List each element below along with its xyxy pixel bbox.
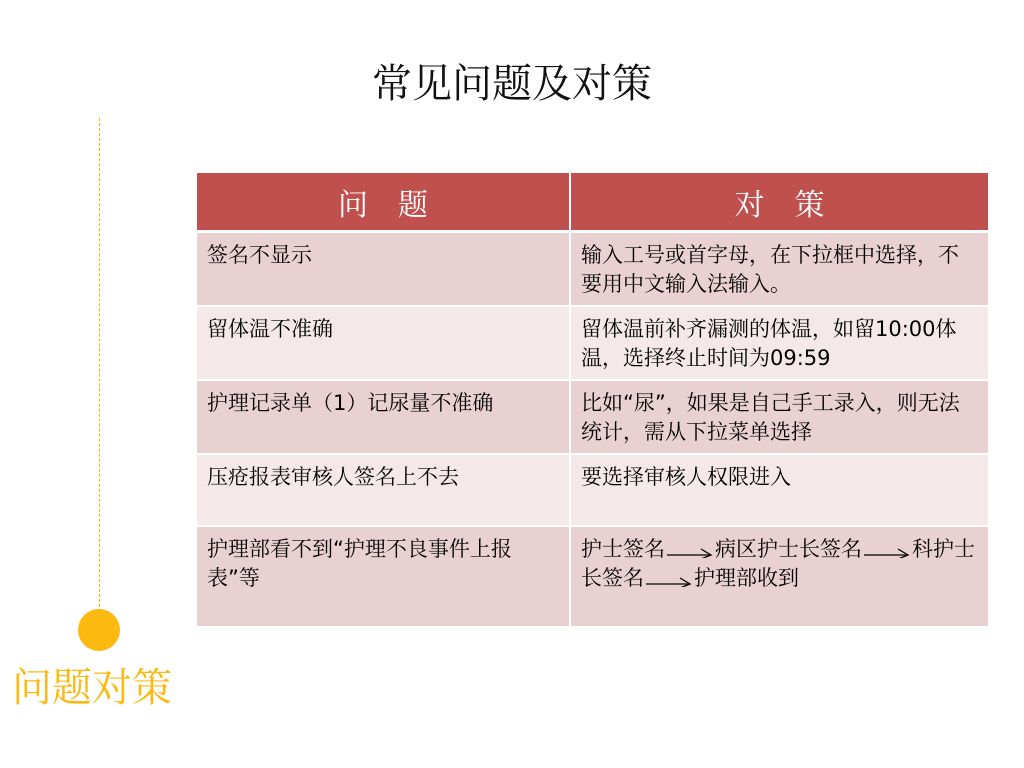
table-row (197, 232, 988, 307)
problem-cell: 护理部看不到“护理不良事件上报表”等 (197, 526, 570, 627)
table-row (197, 380, 988, 454)
problem-cell: 压疮报表审核人签名上不去 (197, 454, 570, 526)
solution-cell: 留体温前补齐漏测的体温，如留10:00体温，选择终止时间为09:59 (570, 306, 988, 380)
section-label: 问题对策 (12, 665, 172, 711)
problem-cell: 留体温不准确 (197, 306, 570, 380)
flow-step: 护士签名 (581, 537, 665, 561)
header-solution: 对 策 (570, 173, 988, 232)
problem-cell: 护理记录单（1）记尿量不准确 (197, 380, 570, 454)
page-title: 常见问题及对策 (372, 61, 652, 107)
arrow-right-icon (646, 575, 692, 587)
timeline-dashed-line (99, 118, 100, 612)
timeline-dot (78, 609, 120, 651)
flow-step: 病区护士长签名 (715, 537, 862, 561)
problem-cell: 签名不显示 (197, 232, 570, 307)
solution-flow-cell (570, 526, 988, 627)
table-header-row (197, 173, 988, 232)
problems-solutions-table (197, 173, 988, 628)
table-row (197, 306, 988, 380)
solution-cell: 比如“尿”，如果是自己手工录入，则无法统计，需从下拉菜单选择 (570, 380, 988, 454)
arrow-right-icon (667, 546, 713, 558)
solution-cell: 输入工号或首字母，在下拉框中选择，不要用中文输入法输入。 (570, 232, 988, 307)
flow-step: 科护士长签名 (581, 537, 975, 590)
flow-step: 护理部收到 (694, 566, 799, 590)
table-row (197, 526, 988, 627)
header-problem: 问 题 (197, 173, 570, 232)
table-row (197, 454, 988, 526)
arrow-right-icon (864, 546, 910, 558)
solution-cell: 要选择审核人权限进入 (570, 454, 988, 526)
